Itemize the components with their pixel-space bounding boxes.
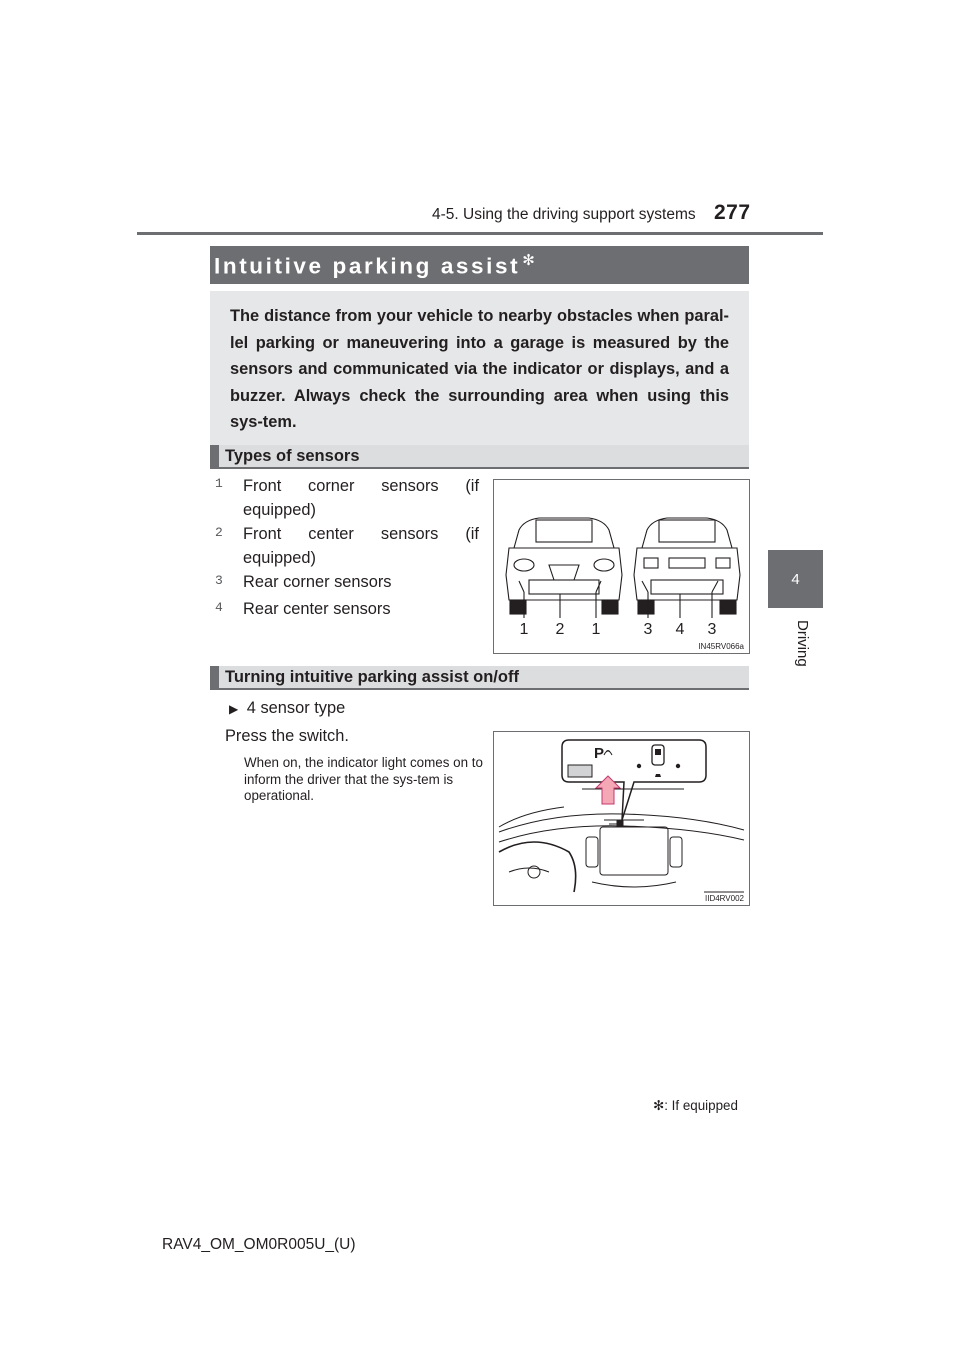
- step-text: Press the switch.: [225, 727, 349, 745]
- title-text: Intuitive parking assist: [214, 253, 521, 279]
- running-header: 4-5. Using the driving support systems: [432, 206, 696, 223]
- list-item-line: Front corner sensors (if: [243, 477, 479, 495]
- figure-code: IN45RV066a: [698, 642, 744, 651]
- intro-box: The distance from your vehicle to nearby obstacles when paral-lel parking or maneuvering into a garage is measured by the sensors and communicated via the indicator or displays, and a buzzer. Always check the surrounding area when using this sys-tem.: [210, 291, 749, 447]
- footnote: [653, 1098, 738, 1114]
- note-text: When on, the indicator light comes on to inform the driver that the sys-tem is operational.: [244, 755, 483, 803]
- section-heading-types: Types of sensors: [225, 447, 360, 465]
- list-item-line: Front center sensors (if: [243, 525, 479, 543]
- item-number: 3: [215, 573, 223, 588]
- bullet-item: [229, 699, 345, 718]
- list-item-line: equipped): [243, 549, 316, 567]
- switch-illustration: [494, 732, 749, 905]
- list-item-line: Rear corner sensors: [243, 573, 392, 591]
- callout-label: 3: [707, 621, 717, 638]
- switch-symbol: P: [594, 745, 605, 762]
- footer-code: RAV4_OM_OM0R005U_(U): [162, 1236, 356, 1253]
- callout-label: 4: [675, 621, 685, 638]
- bullet-arrow-icon: ▶: [229, 702, 239, 716]
- item-number: 2: [215, 525, 223, 540]
- footnote-mark: ✻: [653, 1098, 665, 1113]
- chapter-number: 4: [791, 570, 800, 588]
- header-rule: [137, 232, 823, 235]
- item-number: 4: [215, 600, 223, 615]
- page-number: 277: [714, 201, 751, 224]
- page-title: [214, 251, 537, 280]
- callout-label: 3: [643, 621, 653, 638]
- callout-label: 1: [591, 621, 601, 638]
- chapter-label: Driving: [794, 620, 811, 667]
- list-item-line: equipped): [243, 501, 316, 519]
- list-item-line: Rear center sensors: [243, 600, 391, 618]
- switch-figure: [493, 731, 750, 906]
- footnote-text: : If equipped: [664, 1098, 738, 1113]
- callout-label: 2: [555, 621, 565, 638]
- bullet-text: 4 sensor type: [246, 699, 346, 717]
- sensor-illustration: [494, 480, 749, 653]
- section-heading-switch: Turning intuitive parking assist on/off: [225, 668, 519, 686]
- figure-code: IID4RV002: [705, 894, 744, 903]
- if-equipped-mark: ✻: [522, 252, 538, 269]
- sensor-figure: [493, 479, 750, 654]
- item-number: 1: [215, 476, 223, 491]
- callout-label: 1: [519, 621, 529, 638]
